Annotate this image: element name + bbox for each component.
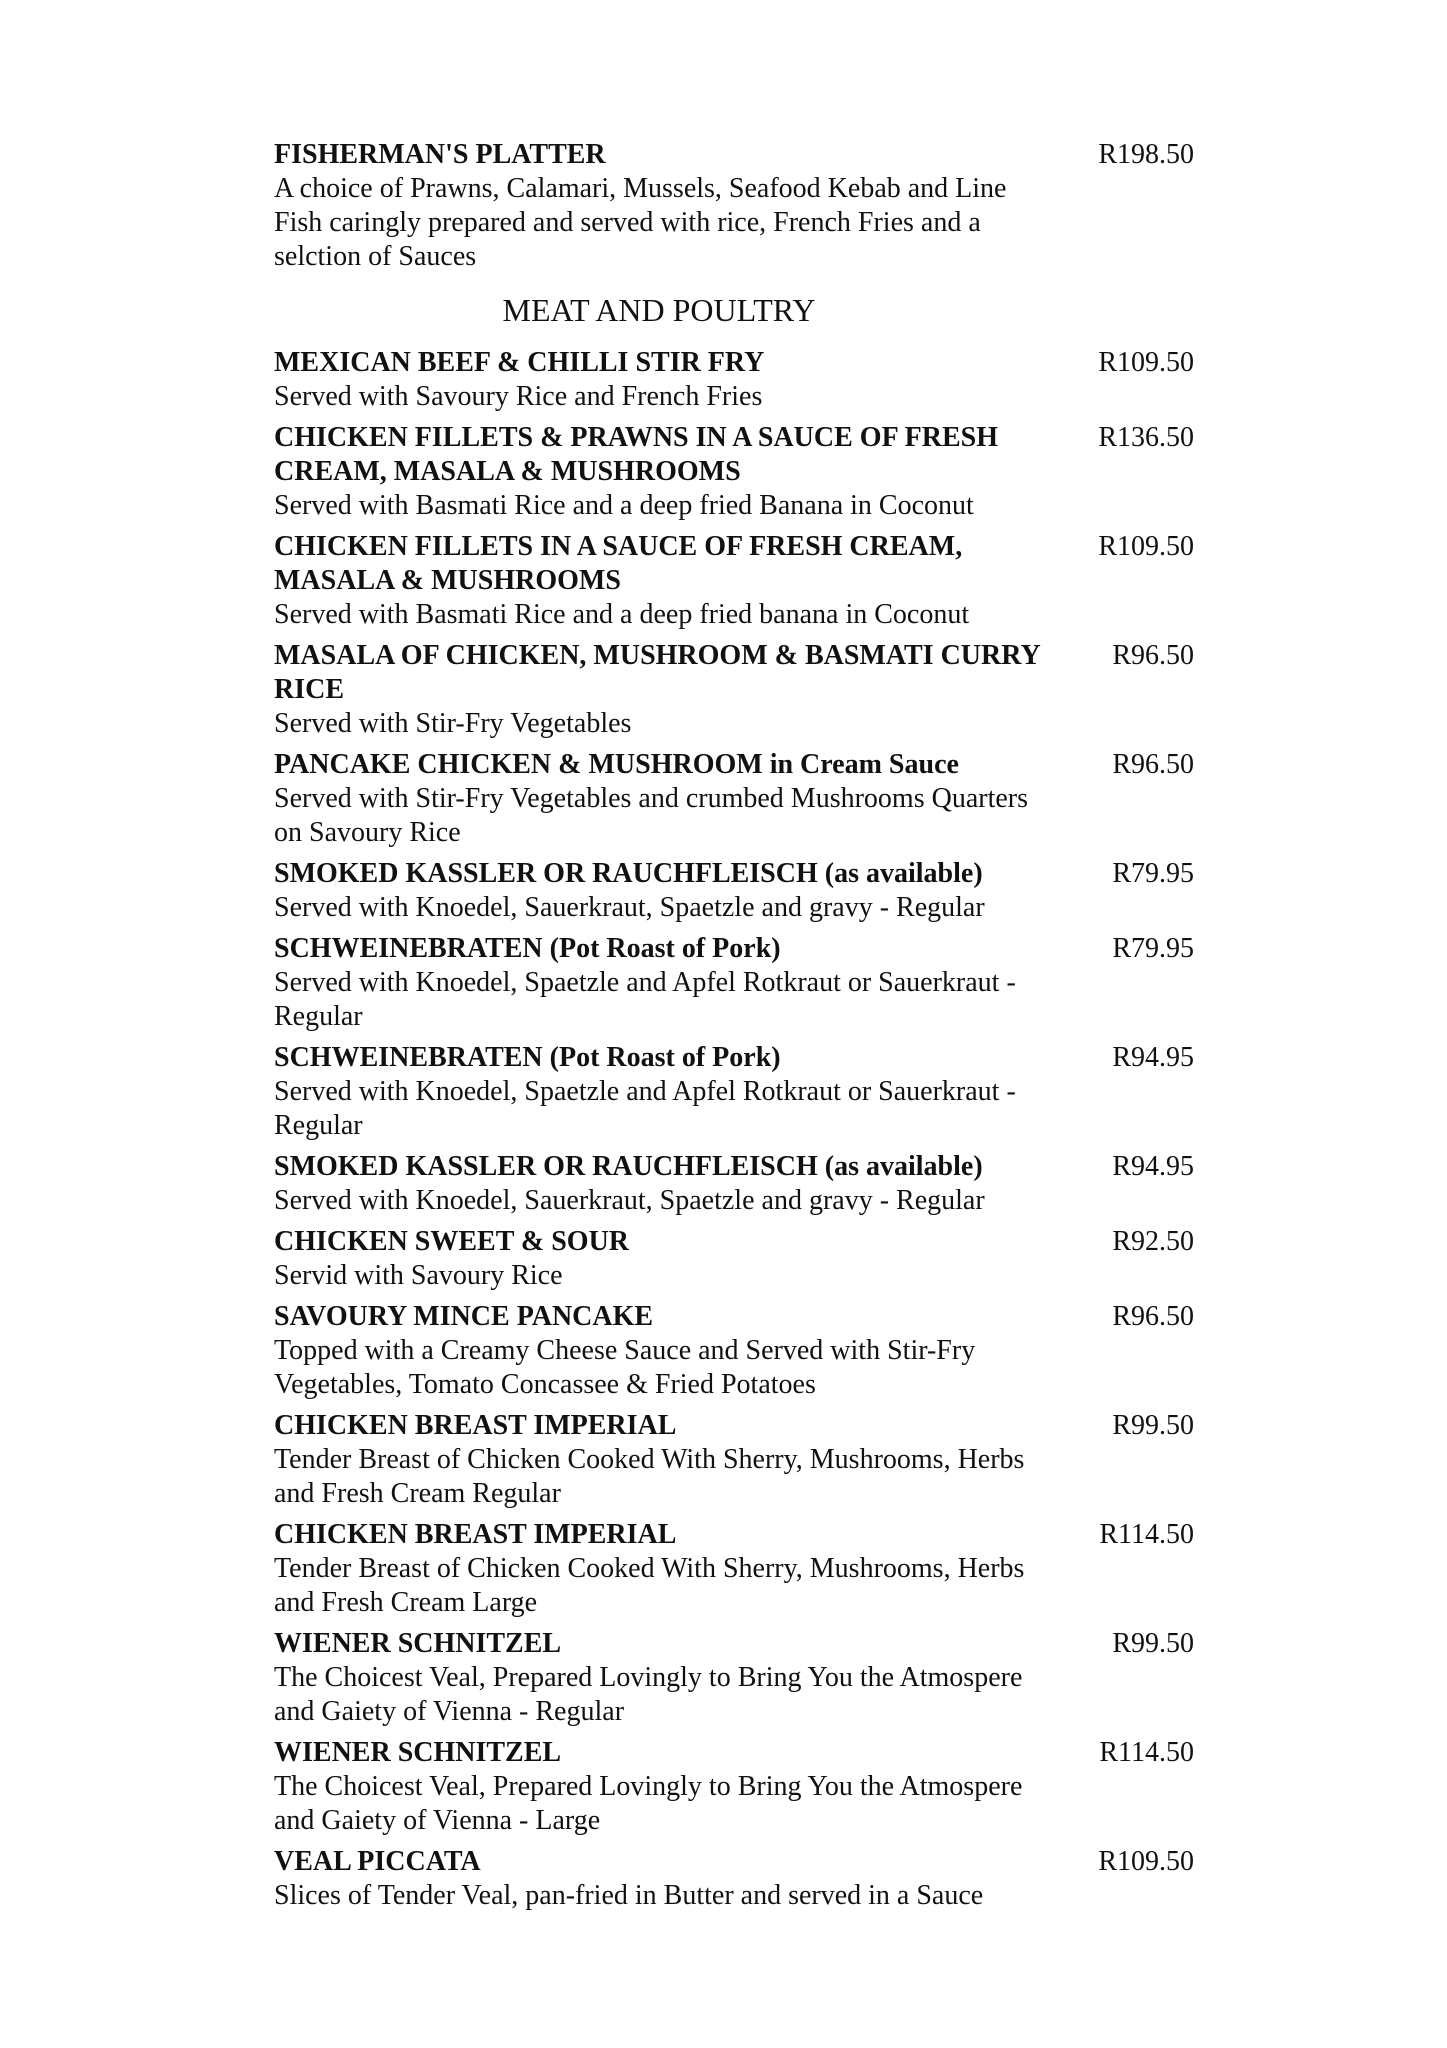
menu-item-name: CHICKEN BREAST IMPERIAL	[274, 1519, 677, 1550]
menu-item-price: R96.50	[1112, 640, 1194, 671]
menu-item-text	[274, 346, 1054, 414]
menu-item	[274, 1409, 1194, 1511]
menu-item-price: R79.95	[1112, 933, 1194, 964]
menu-item-name: MASALA OF CHICKEN, MUSHROOM & BASMATI CURRY RICE	[274, 640, 1040, 705]
menu-item-description: Served with Knoedel, Sauerkraut, Spaetzle and gravy - Regular	[274, 1185, 985, 1216]
menu-item-description: Servid with Savoury Rice	[274, 1260, 563, 1291]
menu-item-text	[274, 1845, 1054, 1913]
menu-item-description: Served with Stir-Fry Vegetables	[274, 708, 632, 739]
menu-item-name: VEAL PICCATA	[274, 1846, 481, 1877]
menu-item	[274, 639, 1194, 741]
menu-item-price: R79.95	[1112, 858, 1194, 889]
menu-item	[274, 1300, 1194, 1402]
menu-item-description: The Choicest Veal, Prepared Lovingly to Bring You the Atmospere and Gaiety of Vienna - Large	[274, 1771, 1023, 1836]
menu-item	[274, 1845, 1194, 1913]
menu-item-description: Served with Knoedel, Sauerkraut, Spaetzle and gravy - Regular	[274, 892, 985, 923]
menu-item-price: R109.50	[1098, 1846, 1194, 1877]
menu-item-name: CHICKEN SWEET & SOUR	[274, 1226, 630, 1257]
menu-item-price: R114.50	[1099, 1737, 1194, 1768]
menu-item-text	[274, 138, 1054, 274]
menu-item	[274, 346, 1194, 414]
menu-item	[274, 421, 1194, 523]
menu-item-name: WIENER SCHNITZEL	[274, 1737, 562, 1768]
menu-item-description: Served with Stir-Fry Vegetables and crumbed Mushrooms Quarters on Savoury Rice	[274, 783, 1029, 848]
menu-item-text	[274, 857, 1054, 925]
menu-item-name: CHICKEN FILLETS IN A SAUCE OF FRESH CREAM, MASALA & MUSHROOMS	[274, 531, 963, 596]
menu-item-name: CHICKEN FILLETS & PRAWNS IN A SAUCE OF FRESH CREAM, MASALA & MUSHROOMS	[274, 422, 998, 487]
menu-item-name: WIENER SCHNITZEL	[274, 1628, 562, 1659]
menu-item-price: R136.50	[1098, 422, 1194, 453]
menu-item	[274, 1627, 1194, 1729]
menu-item-price: R198.50	[1098, 139, 1194, 170]
menu-item-price: R96.50	[1112, 1301, 1194, 1332]
menu-item-name: CHICKEN BREAST IMPERIAL	[274, 1410, 677, 1441]
section-heading: MEAT AND POULTRY	[502, 292, 816, 328]
menu-item-price: R99.50	[1112, 1628, 1194, 1659]
menu-item-text	[274, 530, 1054, 632]
menu-item-description: Tender Breast of Chicken Cooked With Sherry, Mushrooms, Herbs and Fresh Cream Large	[274, 1553, 1025, 1618]
menu-item-text	[274, 1736, 1054, 1838]
menu-item	[274, 530, 1194, 632]
menu-item-name: PANCAKE CHICKEN & MUSHROOM in Cream Sauce	[274, 749, 959, 780]
menu-item	[274, 932, 1194, 1034]
menu-item-text	[274, 421, 1054, 523]
menu-item	[274, 1518, 1194, 1620]
menu-item-name: SMOKED KASSLER OR RAUCHFLEISCH (as available)	[274, 858, 983, 889]
menu-item-description: The Choicest Veal, Prepared Lovingly to Bring You the Atmospere and Gaiety of Vienna - Regular	[274, 1662, 1023, 1727]
menu-item-description: A choice of Prawns, Calamari, Mussels, Seafood Kebab and Line Fish caringly prepared and served with rice, French Fries and a selction of Sauces	[274, 173, 1007, 272]
menu-item-price: R114.50	[1099, 1519, 1194, 1550]
menu-item-description: Served with Knoedel, Spaetzle and Apfel Rotkraut or Sauerkraut - Regular	[274, 967, 1016, 1032]
menu-item	[274, 1736, 1194, 1838]
menu-item	[274, 1150, 1194, 1218]
menu-item-name: SAVOURY MINCE PANCAKE	[274, 1301, 654, 1332]
menu-item	[274, 1041, 1194, 1143]
menu-item-description: Slices of Tender Veal, pan-fried in Butter and served in a Sauce	[274, 1880, 984, 1911]
menu-item-text	[274, 1300, 1054, 1402]
menu-item-price: R96.50	[1112, 749, 1194, 780]
menu-item-text	[274, 1041, 1054, 1143]
menu-item-price: R109.50	[1098, 531, 1194, 562]
menu-page	[274, 138, 1194, 1920]
menu-item-name: MEXICAN BEEF & CHILLI STIR FRY	[274, 347, 765, 378]
menu-item-description: Tender Breast of Chicken Cooked With Sherry, Mushrooms, Herbs and Fresh Cream Regular	[274, 1444, 1025, 1509]
menu-item-name: SCHWEINEBRATEN (Pot Roast of Pork)	[274, 933, 781, 964]
menu-item-text	[274, 1518, 1054, 1620]
menu-item-price: R99.50	[1112, 1410, 1194, 1441]
menu-item-text	[274, 1627, 1054, 1729]
menu-item-text	[274, 1150, 1054, 1218]
menu-item-description: Served with Basmati Rice and a deep fried Banana in Coconut	[274, 490, 974, 521]
menu-item	[274, 138, 1194, 274]
menu-item-text	[274, 639, 1054, 741]
menu-item-price: R109.50	[1098, 347, 1194, 378]
menu-item-description: Served with Savoury Rice and French Fries	[274, 381, 763, 412]
menu-item-name: FISHERMAN'S PLATTER	[274, 139, 606, 170]
menu-item-text	[274, 932, 1054, 1034]
menu-item-text	[274, 1409, 1054, 1511]
menu-item-name: SMOKED KASSLER OR RAUCHFLEISCH (as available)	[274, 1151, 983, 1182]
menu-item-name: SCHWEINEBRATEN (Pot Roast of Pork)	[274, 1042, 781, 1073]
menu-item-price: R92.50	[1112, 1226, 1194, 1257]
menu-item	[274, 857, 1194, 925]
menu-item-text	[274, 748, 1054, 850]
menu-item	[274, 748, 1194, 850]
menu-item	[274, 1225, 1194, 1293]
menu-item-price: R94.95	[1112, 1042, 1194, 1073]
menu-item-description: Served with Basmati Rice and a deep fried banana in Coconut	[274, 599, 970, 630]
menu-item-text	[274, 1225, 1054, 1293]
menu-item-price: R94.95	[1112, 1151, 1194, 1182]
menu-item-description: Topped with a Creamy Cheese Sauce and Served with Stir-Fry Vegetables, Tomato Concassee & Fried Potatoes	[274, 1335, 976, 1400]
menu-items-list	[274, 346, 1194, 1913]
menu-item-description: Served with Knoedel, Spaetzle and Apfel Rotkraut or Sauerkraut - Regular	[274, 1076, 1016, 1141]
